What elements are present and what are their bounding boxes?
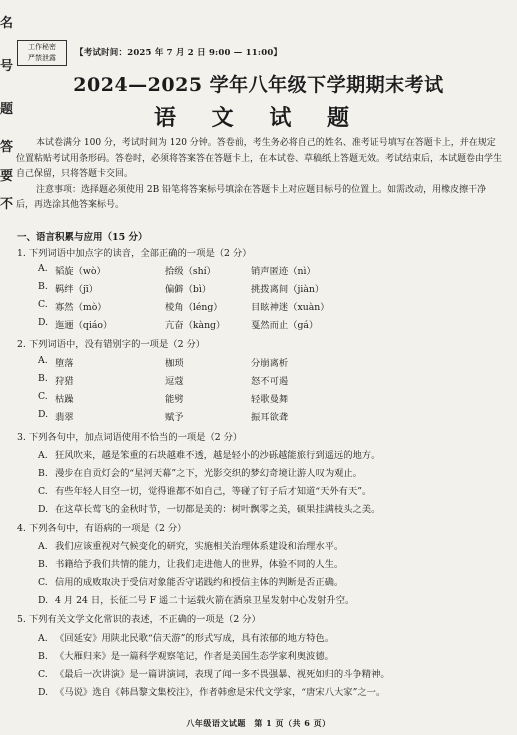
- option-line: [38, 630, 334, 644]
- option-letter: A.: [38, 263, 48, 274]
- option-item: 振耳欲聋: [251, 412, 289, 423]
- exam-title: 2024—2025 学年八年级下学期期末考试: [73, 74, 444, 96]
- option-text: 漫步在自贡灯会的“星河天幕”之下，光影交织的梦幻奇境让游人叹为观止。: [55, 468, 363, 479]
- option-letter: D.: [38, 687, 49, 698]
- option-letter: B.: [38, 281, 48, 292]
- edge-mark: 不: [0, 197, 14, 212]
- option-line: [38, 648, 334, 662]
- option-row: [38, 409, 288, 423]
- edge-mark: 答: [0, 140, 14, 155]
- option-item: 亢奋（kàng）: [165, 320, 226, 331]
- option-text: 书籍给予我们共情的能力，让我们走进他人的世界，体验不同的人生。: [55, 559, 344, 570]
- option-item: 分崩离析: [251, 358, 289, 369]
- option-letter: C.: [38, 577, 48, 588]
- page-footer: 八年级语文试题 第 1 页（共 6 页）: [186, 718, 331, 728]
- intro-paragraph: 本试卷满分 100 分，考试时间为 120 分钟。答卷前，考生务必将自己的姓名、准考证号填写在答题卡上，并在规定位置粘贴考试用条形码。答卷时，必须将答案答在答题卡上，在本试卷、草稿纸上答题无效。考试结束后，本试题卷由学生自己保留，只将答题卡交回。: [16, 138, 503, 180]
- option-line: [38, 447, 380, 461]
- option-item: 目眩神迷（xuàn）: [251, 302, 330, 313]
- option-line: [38, 483, 371, 497]
- question-stem: 2. 下列词语中，没有错别字的一项是（2 分）: [17, 339, 206, 350]
- question-stem: 4. 下列各句中，有语病的一项是（2 分）: [17, 523, 187, 534]
- option-line: [38, 538, 343, 552]
- edge-mark: 号: [0, 59, 14, 74]
- edge-mark: 题: [0, 102, 14, 117]
- secret-label-line: 工作秘密: [28, 43, 56, 51]
- option-letter: B.: [38, 468, 48, 479]
- option-text: 《最后一次讲演》是一篇讲演词，表现了闻一多不畏强暴、视死如归的斗争精神。: [55, 669, 390, 680]
- option-line: [38, 592, 354, 606]
- option-letter: B.: [38, 651, 48, 662]
- option-letter: B.: [38, 559, 48, 570]
- option-letter: C.: [38, 299, 48, 310]
- option-item: 赋予: [165, 412, 184, 423]
- option-item: 拾级（shí）: [165, 266, 216, 277]
- option-row: [38, 373, 288, 387]
- option-item: 韬旋（wò）: [55, 266, 106, 277]
- option-text: 4 月 24 日，长征二号 F 遥二十运载火箭在酒泉卫星发射中心发射升空。: [55, 595, 355, 606]
- option-letter: A.: [38, 633, 48, 644]
- edge-mark: 要: [0, 169, 14, 184]
- option-item: 寡然（mò）: [55, 302, 107, 313]
- option-letter: C.: [38, 391, 48, 402]
- option-row: [38, 281, 324, 295]
- option-letter: C.: [38, 669, 48, 680]
- option-text: 有些年轻人目空一切，觉得谁都不如自己，等碰了钉子后才知道“天外有天”。: [55, 486, 372, 497]
- intro-block: [16, 136, 504, 214]
- option-row: [38, 263, 316, 277]
- option-row: [38, 355, 288, 369]
- option-row: [38, 317, 318, 331]
- option-line: [38, 684, 385, 698]
- option-item: 销声匿迹（nì）: [251, 266, 316, 277]
- option-line: [38, 501, 380, 515]
- option-text: 《马说》选自《韩昌黎文集校注》，作者韩愈是宋代文学家，“唐宋八大家”之一。: [55, 687, 386, 698]
- option-line: [38, 666, 390, 680]
- edge-mark: 名: [0, 16, 14, 31]
- notice-paragraph: 注意事项：选择题必须使用 2B 铅笔将答案标号填涂在答题卡上对应题目标号的位置上。如需改动，用橡皮擦干净后，再选涂其他答案标号。: [16, 184, 487, 211]
- option-text: 《回延安》用陕北民歌“信天游”的形式写成，具有浓郁的地方特色。: [55, 633, 335, 644]
- option-letter: B.: [38, 373, 48, 384]
- option-text: 狂风吹来，越是笨重的石块越难不透，越是轻小的沙砾越能旅行到遥远的地方。: [55, 450, 381, 461]
- option-line: [38, 465, 362, 479]
- option-letter: D.: [38, 409, 49, 420]
- exam-time: 【考试时间：2025 年 7 月 2 日 9:00 — 11:00】: [75, 48, 283, 58]
- secret-label-line: 严禁泄露: [28, 54, 56, 62]
- option-item: 戛然而止（gá）: [251, 320, 319, 331]
- option-item: 堕落: [55, 358, 74, 369]
- question-stem: 3. 下列各句中，加点词语使用不恰当的一项是（2 分）: [17, 432, 243, 443]
- option-item: 能劈: [165, 394, 184, 405]
- option-item: 羁绊（jī）: [55, 284, 99, 295]
- option-item: 挑拨离间（jiàn）: [251, 284, 325, 295]
- option-item: 轻歌曼舞: [251, 394, 289, 405]
- option-letter: D.: [38, 504, 49, 515]
- option-line: [38, 574, 343, 588]
- option-letter: A.: [38, 541, 48, 552]
- option-item: 偏僻（bì）: [165, 284, 212, 295]
- option-row: [38, 299, 330, 313]
- option-item: 枷琐: [165, 358, 184, 369]
- option-text: 《大雁归来》是一篇科学观察笔记，作者是美国生态学家利奥波德。: [55, 651, 334, 662]
- question-stem: 1. 下列词语中加点字的读音，全部正确的一项是（2 分）: [17, 248, 252, 259]
- option-text: 信用的成败取决于受信对象能否守诺践约和授信主体的判断是否正确。: [55, 577, 344, 588]
- option-item: 翡翠: [55, 412, 74, 423]
- option-letter: D.: [38, 317, 49, 328]
- secret-label-box: [17, 40, 67, 66]
- option-letter: A.: [38, 450, 48, 461]
- option-line: [38, 556, 343, 570]
- option-text: 在这草长莺飞的金秋时节，一切都是美的：树叶飘零之美，硕果挂满枝头之美。: [55, 504, 381, 515]
- option-item: 棱角（léng）: [165, 302, 223, 313]
- option-item: 狩猎: [55, 376, 74, 387]
- option-text: 我们应该重视对气候变化的研究，实施相关治理体系建设和治理水平。: [55, 541, 344, 552]
- option-item: 枯躁: [55, 394, 74, 405]
- option-letter: D.: [38, 595, 49, 606]
- option-row: [38, 391, 288, 405]
- option-item: 怒不可遏: [251, 376, 289, 387]
- exam-subtitle: 语 文 试 题: [154, 105, 363, 131]
- option-item: 迤逦（qiáo）: [55, 320, 113, 331]
- option-letter: C.: [38, 486, 48, 497]
- option-letter: A.: [38, 355, 48, 366]
- option-item: 逗蔻: [165, 376, 184, 387]
- question-stem: 5. 下列有关文学文化常识的表述，不正确的一项是（2 分）: [17, 614, 261, 625]
- section-heading: 一、语言积累与应用（15 分）: [17, 232, 148, 243]
